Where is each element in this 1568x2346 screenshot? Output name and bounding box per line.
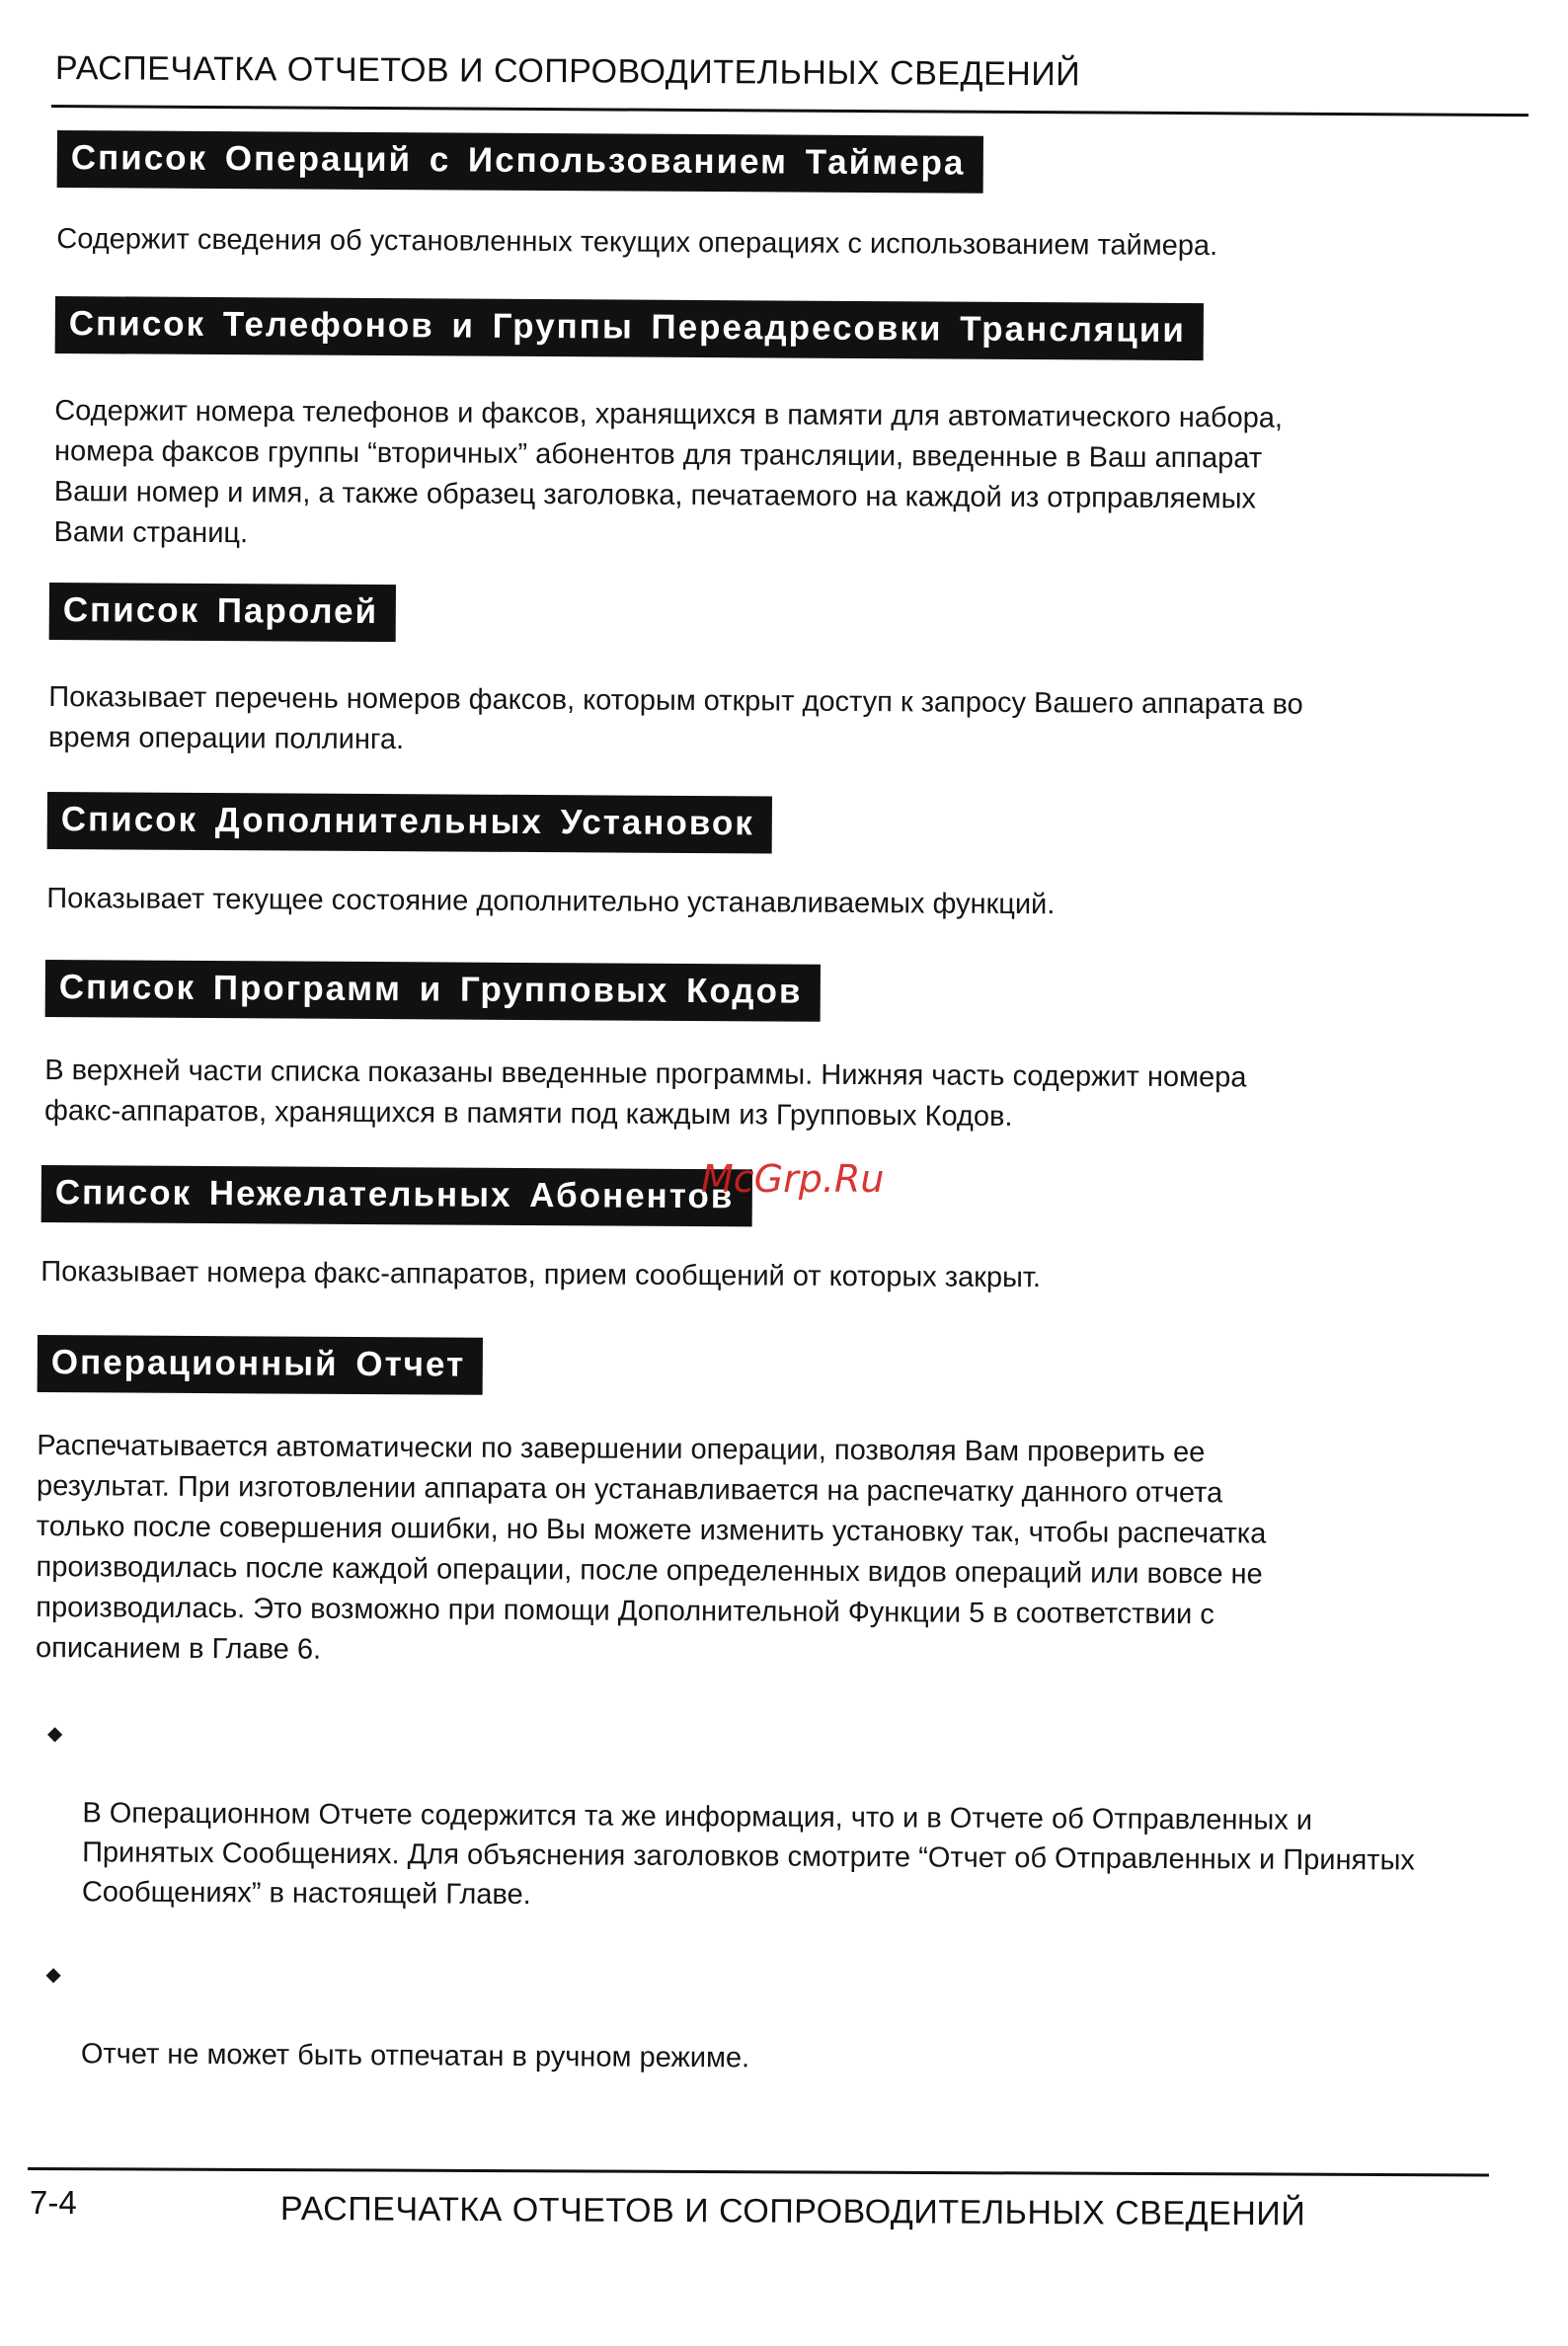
section-heading: Список Телефонов и Группы Переадресовки Трансляции xyxy=(55,296,1204,360)
running-footer: РАСПЕЧАТКА ОТЧЕТОВ И СОПРОВОДИТЕЛЬНЫХ СВЕДЕНИЙ xyxy=(279,2190,1306,2233)
section-text: Показывает номера факс-аппаратов, прием сообщений от которых закрыт. xyxy=(40,1255,1042,1294)
section-heading: Список Паролей xyxy=(49,583,397,642)
page-number: 7-4 xyxy=(30,2184,77,2221)
section-timer-operations xyxy=(56,130,1538,269)
list-item xyxy=(36,1955,1508,2082)
section-text: Распечатывается автоматически по завершении операции, позволяя Вам проверить ее результат. При изготовлении аппарата он устанавливается на распечатку данного отчета только после совершения ошибки, но Вы можете изменить установку так, чтобы распечатка производилась после каждой операции, после определенных видов операций или вовсе не производилась. Это возможно при помощи Дополнительной Функции 5 в соответствии с описанием в Главе 6. xyxy=(35,1429,1267,1666)
section-heading: Список Дополнительных Установок xyxy=(47,792,772,853)
footer-rule xyxy=(28,2167,1489,2176)
header-rule xyxy=(51,105,1529,117)
section-passwords xyxy=(48,583,1530,767)
diamond-bullet-icon: ◆ xyxy=(46,1723,63,1746)
section-phone-list xyxy=(53,296,1536,562)
section-heading: Список Программ и Групповых Кодов xyxy=(45,960,821,1022)
section-programs-group-codes xyxy=(44,960,1527,1140)
section-additional-settings xyxy=(46,792,1529,928)
bullet-list xyxy=(36,1714,1509,2118)
section-operation-report xyxy=(36,1335,1519,1678)
list-item xyxy=(37,1714,1509,1920)
section-heading: Список Нежелательных Абонентов xyxy=(41,1165,752,1226)
running-header: РАСПЕЧАТКА ОТЧЕТОВ И СОПРОВОДИТЕЛЬНЫХ СВЕДЕНИЙ xyxy=(54,49,1081,94)
list-item-text: Отчет не может быть отпечатан в ручном режиме. xyxy=(80,2038,750,2074)
section-text: В верхней части списка показаны введенные программы. Нижняя часть содержит номера факс-аппаратов, хранящихся в памяти под каждым из Групповых Кодов. xyxy=(43,1054,1247,1133)
diamond-bullet-icon: ◆ xyxy=(45,1964,61,1987)
section-text: Содержит номера телефонов и факсов, хранящихся в памяти для автоматического набора, номера факсов группы “вторичных” абонентов для трансляции, введенные в Ваш аппарат Ваши номер и имя, а также образец заголовка, печатаемого на каждой из отрправляемых Вами страниц. xyxy=(53,394,1284,550)
section-text: Показывает текущее состояние дополнительно устанавливаемых функций. xyxy=(46,882,1056,921)
section-text: Показывает перечень номеров факсов, которым открыт доступ к запросу Вашего аппарата во время операции поллинга. xyxy=(47,680,1303,756)
watermark: McGrp.Ru xyxy=(701,1157,885,1201)
section-heading: Список Операций с Использованием Таймера xyxy=(57,130,983,194)
section-text: Содержит сведения об установленных текущих операциях с использованием таймера. xyxy=(56,222,1218,263)
list-item-text: В Операционном Отчете содержится та же информация, что и в Отчете об Отправленных и Принятых Сообщениях. Для объяснения заголовков смотрите “Отчет об Отправленных и Принятых Сообщениях” в настоящей Главе. xyxy=(81,1797,1415,1912)
section-heading: Операционный Отчет xyxy=(38,1335,484,1395)
